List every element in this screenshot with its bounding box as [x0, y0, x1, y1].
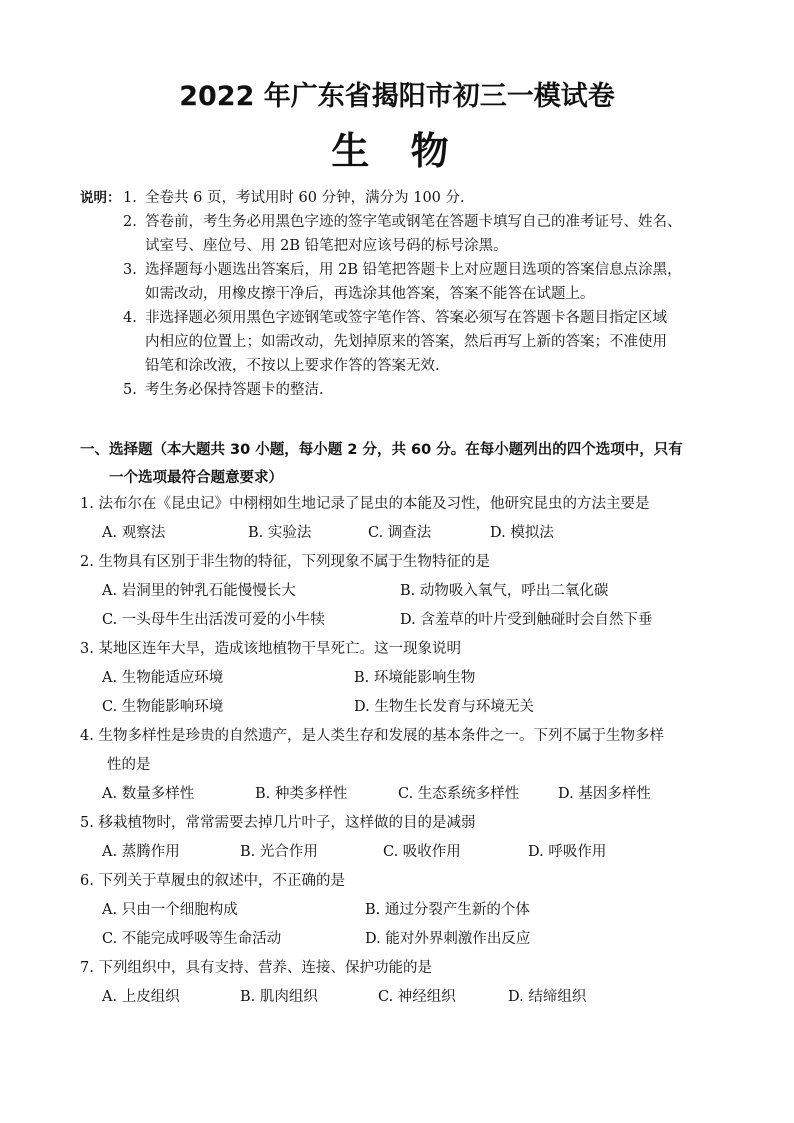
section-heading-line: 一个选项最符合题意要求）: [109, 470, 283, 486]
question-stem: 4. 生物多样性是珍贵的自然遗产，是人类生存和发展的基本条件之一。下列不属于生物多样: [80, 728, 664, 744]
option-c: C. 一头母牛生出活泼可爱的小牛犊: [102, 612, 325, 628]
options-row: [80, 896, 720, 925]
question-stem: 1. 法布尔在《昆虫记》中栩栩如生地记录了昆虫的本能及习性，他研究昆虫的方法主要是: [80, 496, 650, 512]
question-1: [80, 490, 720, 548]
question-stem: 5. 移栽植物时，常常需要去掉几片叶子，这样做的目的是减弱: [80, 815, 476, 831]
question-stem: 3. 某地区连年大旱，造成该地植物干旱死亡。这一现象说明: [80, 641, 461, 657]
instruction-text: 全卷共 6 页，考试用时 60 分钟，满分为 100 分.: [145, 190, 465, 206]
question-2: [80, 548, 720, 635]
instruction-number: 1.: [123, 190, 137, 206]
option-a: A. 上皮组织: [102, 989, 180, 1005]
question-6: [80, 867, 720, 954]
question-stem: 7. 下列组织中，具有支持、营养、连接、保护功能的是: [80, 960, 432, 976]
instruction-text: 内相应的位置上；如需改动，先划掉原来的答案，然后再写上新的答案；不准使用: [145, 334, 667, 350]
instruction-item: [80, 306, 720, 330]
question-stem: 6. 下列关于草履虫的叙述中，不正确的是: [80, 873, 345, 889]
option-b: B. 肌肉组织: [240, 989, 318, 1005]
option-c: C. 生态系统多样性: [398, 786, 520, 802]
option-d: D. 能对外界刺激作出反应: [365, 931, 531, 947]
option-d: D. 生物生长发育与环境无关: [354, 699, 534, 715]
option-c: C. 神经组织: [378, 989, 456, 1005]
option-a: A. 岩洞里的钟乳石能慢慢长大: [102, 583, 296, 599]
option-b: B. 种类多样性: [255, 786, 348, 802]
option-b: B. 环境能影响生物: [354, 670, 476, 686]
option-d: D. 结缔组织: [508, 989, 587, 1005]
option-b: B. 通过分裂产生新的个体: [365, 902, 530, 918]
option-a: A. 蒸腾作用: [102, 844, 180, 860]
option-d: D. 基因多样性: [558, 786, 651, 802]
option-c: C. 调查法: [368, 525, 432, 541]
question-3: [80, 635, 720, 722]
question-4: [80, 722, 720, 809]
option-a: A. 观察法: [102, 525, 166, 541]
instruction-text: 如需改动，用橡皮擦干净后，再选涂其他答案，答案不能答在试题上。: [145, 286, 595, 302]
question-list: [80, 490, 720, 1012]
exam-title: 2022 年广东省揭阳市初三一模试卷: [179, 81, 615, 112]
options-row: [80, 577, 720, 606]
option-b: B. 动物吸入氧气，呼出二氧化碳: [400, 583, 609, 599]
option-c: C. 吸收作用: [383, 844, 461, 860]
options-row: [80, 519, 720, 548]
options-row: [80, 983, 720, 1012]
option-d: D. 呼吸作用: [528, 844, 607, 860]
question-7: [80, 954, 720, 1012]
option-a: A. 只由一个细胞构成: [102, 902, 238, 918]
instruction-text: 选择题每小题选出答案后，用 2B 铅笔把答题卡上对应题目选项的答案信息点涂黑，: [145, 262, 682, 278]
instruction-text: 考生务必保持答题卡的整洁.: [145, 382, 324, 398]
section-heading-line: 一、选择题（本大题共 30 小题，每小题 2 分，共 60 分。在每小题列出的四个选项中，只有: [80, 442, 683, 458]
instruction-number: 3.: [123, 262, 137, 278]
options-row: [80, 925, 720, 954]
option-a: A. 数量多样性: [102, 786, 195, 802]
instruction-item: [80, 210, 720, 234]
options-row: [80, 780, 720, 809]
option-c: C. 不能完成呼吸等生命活动: [102, 931, 282, 947]
question-stem: 性的是: [107, 757, 151, 773]
option-c: C. 生物能影响环境: [102, 699, 224, 715]
instruction-number: 5.: [123, 382, 137, 398]
question-stem: 2. 生物具有区别于非生物的特征，下列现象不属于生物特征的是: [80, 554, 490, 570]
options-row: [80, 838, 720, 867]
instruction-text: 试室号、座位号、用 2B 铅笔把对应该号码的标号涂黑。: [145, 238, 508, 254]
instruction-number: 2.: [123, 214, 137, 230]
option-b: B. 光合作用: [240, 844, 318, 860]
instructions-label: 说明：: [80, 190, 121, 206]
option-d: D. 模拟法: [490, 525, 554, 541]
option-b: B. 实验法: [248, 525, 312, 541]
options-row: [80, 606, 720, 635]
instruction-number: 4.: [123, 310, 137, 326]
instruction-item: [80, 186, 720, 210]
instruction-item: [80, 258, 720, 282]
instruction-item: [80, 378, 720, 402]
options-row: [80, 664, 720, 693]
options-row: [80, 693, 720, 722]
exam-subject: 生 物: [331, 129, 463, 173]
instruction-text: 答卷前，考生务必用黑色字迹的签字笔或钢笔在答题卡填写自己的准考证号、姓名、: [145, 214, 682, 230]
instruction-text: 非选择题必须用黑色字迹钢笔或签字笔作答、答案必须写在答题卡各题目指定区域: [145, 310, 667, 326]
instructions: [80, 186, 720, 402]
instruction-text: 铅笔和涂改液，不按以上要求作答的答案无效.: [145, 358, 440, 374]
option-d: D. 含羞草的叶片受到触碰时会自然下垂: [400, 612, 653, 628]
section-heading: [80, 436, 720, 492]
option-a: A. 生物能适应环境: [102, 670, 224, 686]
question-5: [80, 809, 720, 867]
